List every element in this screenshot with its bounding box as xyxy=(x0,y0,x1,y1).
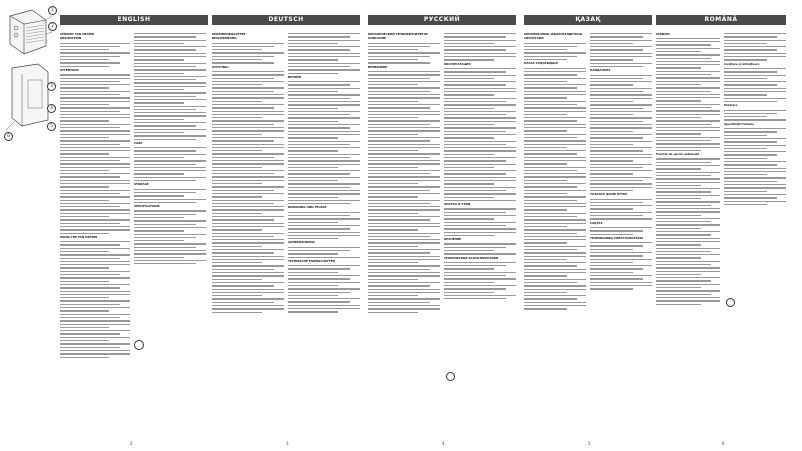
section-heading: ACHTUNG! xyxy=(212,64,229,69)
english-column-1 xyxy=(60,31,130,360)
section-heading: Funcţia de oprire automată xyxy=(656,152,700,157)
section-heading: CARE xyxy=(134,140,143,145)
section-heading: ТЕХНИКАЛЫҚ СИПАТТАМАЛАРЫ xyxy=(590,235,643,240)
language-bar-kazakh xyxy=(524,15,652,25)
callout-3: 3 xyxy=(47,82,56,91)
kazakh-column-2 xyxy=(590,31,652,292)
language-bar-deutsch xyxy=(212,15,360,25)
page-number: 5 xyxy=(588,441,591,446)
section-heading: BESCHREIBUNG xyxy=(212,36,237,41)
page-number: 6 xyxy=(722,441,725,446)
language-label: ҚАЗАҚ xyxy=(575,16,601,23)
section-heading: ЧИСТКА И УХОД xyxy=(444,202,471,207)
romanian-column-1 xyxy=(656,31,720,307)
section-heading: STORAGE xyxy=(134,182,149,187)
section-heading: СИПАТТАМА xyxy=(524,36,544,41)
section-heading: ОПИСАНИЕ xyxy=(368,36,386,41)
section-heading: AUFBEWAHRUNG xyxy=(288,240,315,245)
section-heading: DESCRIPTION xyxy=(60,36,82,41)
language-bar-russian xyxy=(368,15,516,25)
section-heading: CERAMIC FAN HEATER xyxy=(60,31,95,36)
section-heading: USING THE FAN HEATER xyxy=(60,234,98,239)
section-heading: BETRIEB xyxy=(288,74,302,79)
callout-1: 1 xyxy=(48,6,57,15)
section-heading: SPECIFICATIONS xyxy=(134,204,160,209)
romanian-column-2 xyxy=(724,31,786,207)
section-heading: ТЕХНИЧЕСКИЕ ХАРАКТЕРИСТИКИ xyxy=(444,255,499,260)
section-heading: Specificaţii tehnice xyxy=(724,121,755,126)
callout-4: 4 xyxy=(47,104,56,113)
section-heading: ЭКСПЛУАТАЦИЯ xyxy=(444,61,471,66)
language-bar-english xyxy=(60,15,208,25)
language-label: ROMÂNĂ xyxy=(704,16,738,23)
section-heading: НАЗАР АУДАРЫҢЫЗ! xyxy=(524,61,559,66)
section-heading: ТАЗАЛАУ ЖӘНЕ КҮТІМ xyxy=(590,192,627,197)
deutsch-column-2 xyxy=(288,31,360,315)
deutsch-column-1 xyxy=(212,31,284,315)
language-label: DEUTSCH xyxy=(268,16,304,23)
section-heading: КЕРАМИКАЛЫҚ ЖЫЛУЖЕЛДЕТКІШ xyxy=(524,31,582,36)
section-heading: Păstrare xyxy=(724,103,738,108)
language-label: РУССКИЙ xyxy=(423,16,461,23)
weee-logo xyxy=(134,340,144,350)
section-heading: TECHNISCHE EIGENSCHAFTEN xyxy=(288,258,336,263)
page-number: 4 xyxy=(442,441,445,446)
language-label: ENGLISH xyxy=(117,16,151,23)
kazakh-column-1 xyxy=(524,31,586,312)
english-column-2 xyxy=(134,31,206,266)
russian-column-1 xyxy=(368,31,440,315)
heater-illustration xyxy=(2,6,56,58)
callout-5: 5 xyxy=(47,122,56,131)
russian-column-2 xyxy=(444,31,516,301)
callout-2: 2 xyxy=(48,22,57,31)
page-number: 3 xyxy=(286,441,289,446)
section-heading: ВНИМАНИЕ! xyxy=(368,64,388,69)
page-number: 2 xyxy=(130,441,133,446)
section-heading: САҚТАУ xyxy=(590,220,603,225)
recycle-logo xyxy=(726,298,735,307)
language-bar-romanian xyxy=(656,15,786,25)
section-heading: ATTENTION! xyxy=(60,67,80,72)
callout-6: 6 xyxy=(4,132,13,141)
section-heading: ХРАНЕНИЕ xyxy=(444,237,462,242)
section-heading: REINIGUNG UND PFLEGE xyxy=(288,205,327,210)
section-heading: KERAMIKHEIZLÜFTER xyxy=(212,31,246,36)
heater-rear-illustration xyxy=(2,60,56,132)
section-heading: ATENŢIE! xyxy=(656,31,671,36)
certification-logo xyxy=(446,372,455,381)
section-heading: КЕРАМИЧЕСКИЙ ТЕПЛОВЕНТИЛЯТОР xyxy=(368,31,429,36)
section-heading: Curăţare şi întreţinere xyxy=(724,61,760,66)
section-heading: ПАЙДАЛАНУ xyxy=(590,68,611,73)
